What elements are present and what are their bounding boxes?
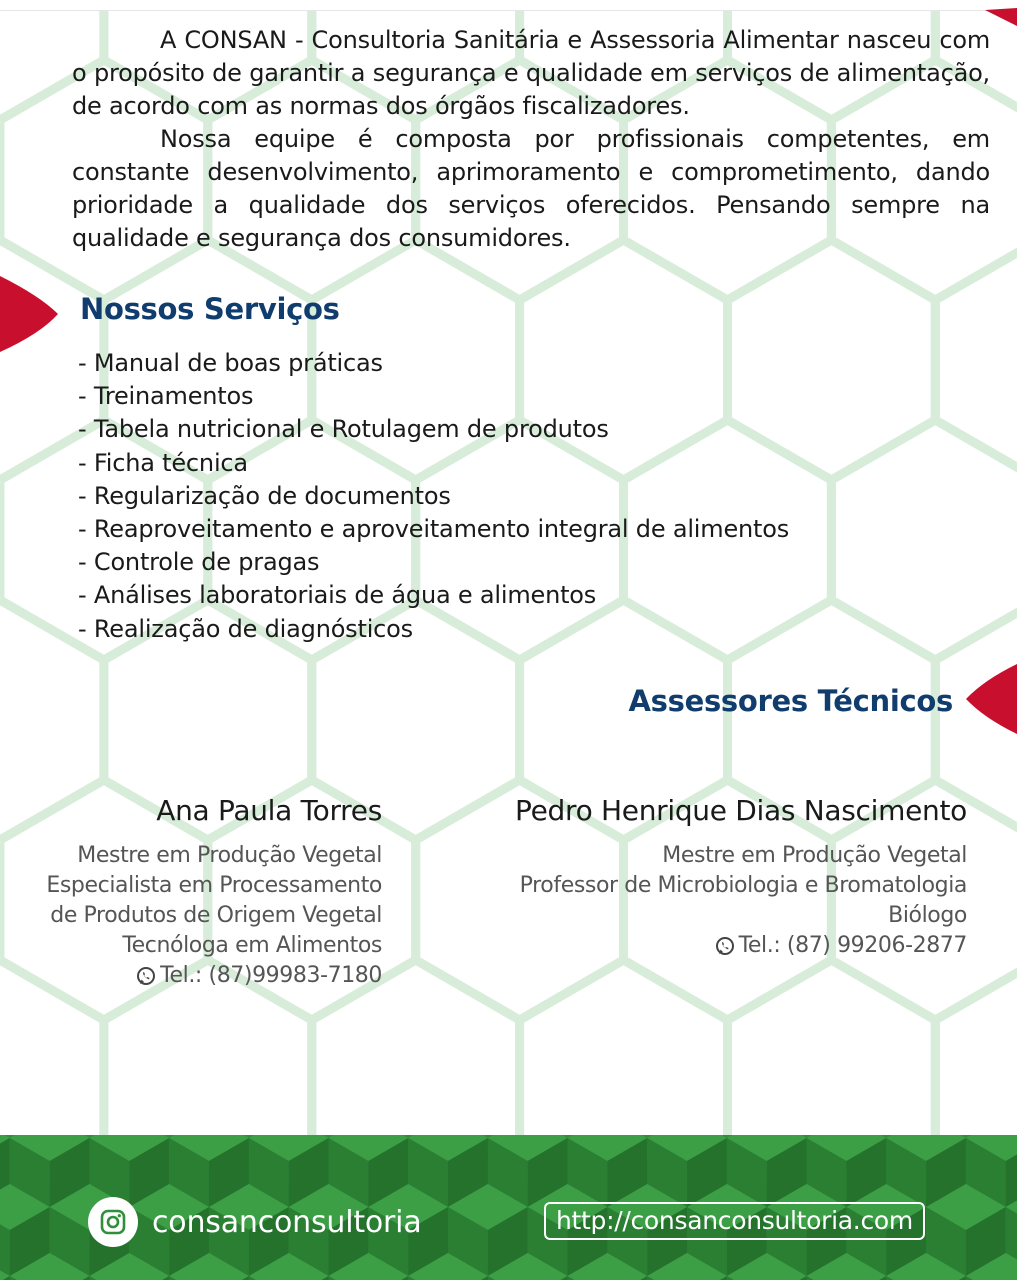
advisors-title: Assessores Técnicos xyxy=(628,684,953,718)
red-leaf-left xyxy=(0,276,60,352)
services-title: Nossos Serviços xyxy=(80,292,340,326)
instagram-icon xyxy=(88,1197,138,1247)
service-item: - Regularização de documentos xyxy=(78,481,451,510)
whatsapp-icon xyxy=(715,936,735,956)
advisor-credential: Mestre em Produção Vegetal xyxy=(662,843,967,868)
footer-bar xyxy=(0,1135,1017,1280)
service-item: - Análises laboratoriais de água e alimentos xyxy=(78,581,597,610)
instagram-handle: consanconsultoria xyxy=(152,1204,422,1240)
intro-paragraph-1: A CONSAN - Consultoria Sanitária e Assessoria Alimentar nasceu com o propósito de garantir a segurança e qualidade em serviços de alimentação, de acordo com as normas dos órgãos fiscalizadores. xyxy=(72,26,990,120)
intro-text xyxy=(72,24,990,255)
hexagon-shape xyxy=(520,960,728,1135)
advisor-card-ana xyxy=(46,794,382,995)
advisor-credential: Mestre em Produção Vegetal xyxy=(77,843,382,868)
service-item: - Controle de pragas xyxy=(78,548,320,577)
advisor-phone[interactable] xyxy=(715,931,967,961)
hexagon-shape xyxy=(728,960,936,1135)
service-item: - Realização de diagnósticos xyxy=(78,614,413,643)
service-item: - Treinamentos xyxy=(78,382,254,411)
advisor-credential: Especialista em Processamento xyxy=(46,873,382,898)
advisor-name: Ana Paula Torres xyxy=(156,794,382,827)
advisor-credential: de Produtos de Origem Vegetal xyxy=(50,903,382,928)
website-link[interactable]: http://consanconsultoria.com xyxy=(544,1202,925,1240)
service-item: - Reaproveitamento e aproveitamento integral de alimentos xyxy=(78,515,790,544)
advisor-card-pedro xyxy=(515,794,967,965)
instagram-link[interactable] xyxy=(88,1197,422,1247)
advisor-credential: Tecnóloga em Alimentos xyxy=(122,933,382,958)
advisor-phone-number: Tel.: (87)99983-7180 xyxy=(160,963,382,988)
advisor-phone[interactable] xyxy=(136,961,382,991)
advisor-credential: Biólogo xyxy=(888,903,967,928)
red-leaf-right xyxy=(964,664,1017,734)
advisor-credential: Professor de Microbiologia e Bromatologia xyxy=(519,873,967,898)
services-list xyxy=(78,347,789,646)
advisor-name: Pedro Henrique Dias Nascimento xyxy=(515,794,967,827)
service-item: - Tabela nutricional e Rotulagem de produtos xyxy=(78,415,609,444)
hexagon-shape xyxy=(935,960,1017,1135)
intro-paragraph-2: Nossa equipe é composta por profissionais competentes, em constante desenvolvimento, aprimoramento e comprometimento, dando prioridade a qualidade dos serviços oferecidos. Pensando sempre na qualidade e segurança dos consumidores. xyxy=(72,125,990,252)
service-item: - Ficha técnica xyxy=(78,448,248,477)
advisor-phone-number: Tel.: (87) 99206-2877 xyxy=(738,933,967,958)
top-border xyxy=(0,0,1017,11)
whatsapp-icon xyxy=(136,966,156,986)
service-item: - Manual de boas práticas xyxy=(78,349,383,377)
